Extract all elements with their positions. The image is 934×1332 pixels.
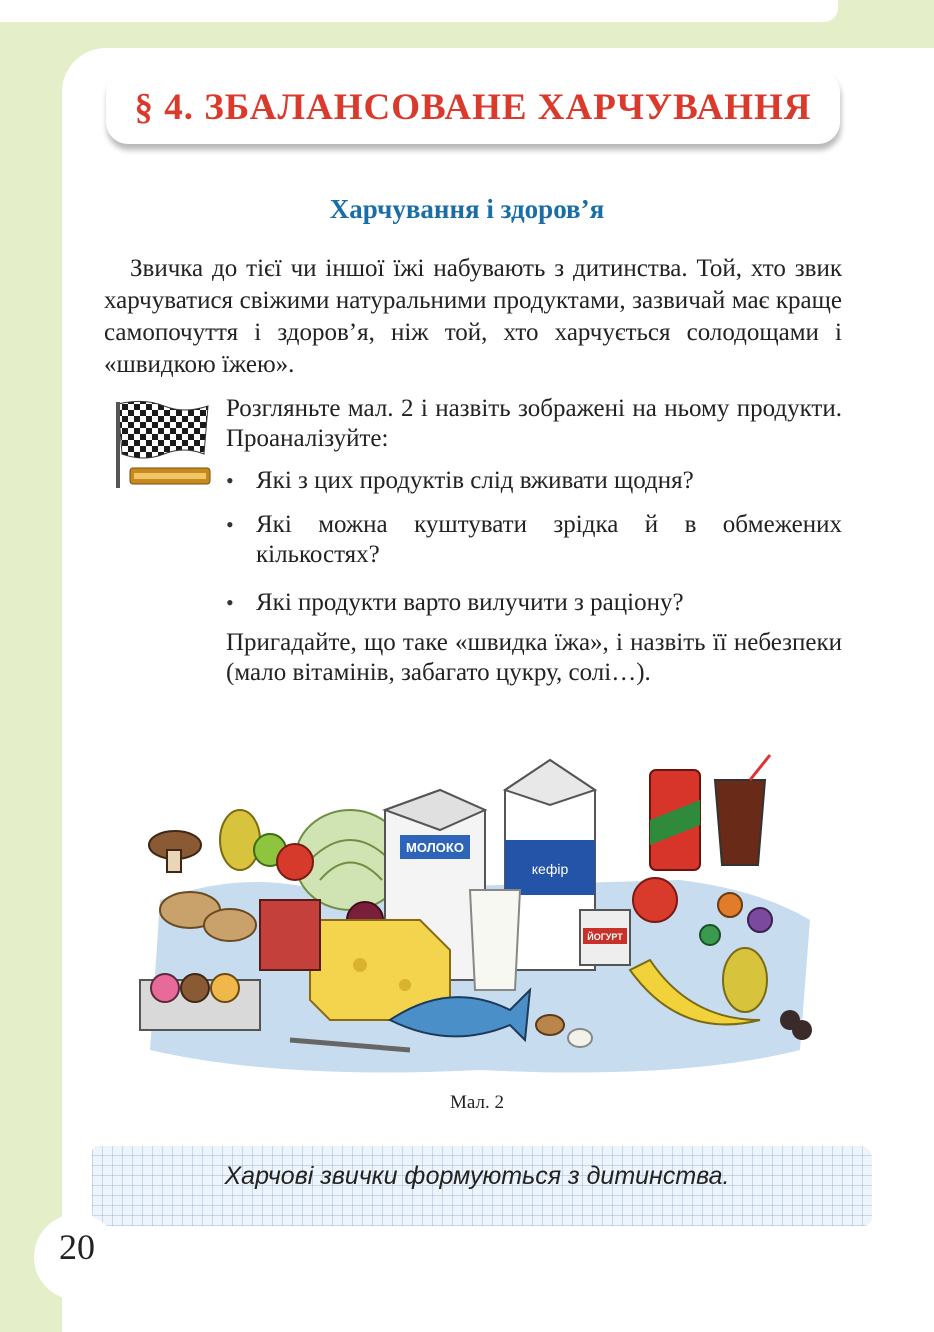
bullet-marker: •: [226, 590, 234, 615]
kefir-label: кефір: [531, 861, 569, 877]
bullet-item: Які продукти варто вилучити з раціону?: [256, 589, 684, 616]
note-text: Харчові звички формуються з дитинства.: [224, 1162, 730, 1190]
page-number: 20: [59, 1227, 95, 1267]
food-illustration: [120, 750, 820, 1080]
bullet-marker: •: [226, 512, 234, 537]
bullet-item: Які можна куштувати зрідка й в обмежених кількостях?: [256, 511, 842, 568]
intro-paragraph: Звичка до тієї чи іншої їжі набувають з дитинства. Той, хто звик харчуватися свіжими натуральними продуктами, зазвичай має краще самопочуття і здоров’я, ніж той, хто харчується солодощами і «швидкою їжею».: [104, 255, 842, 378]
yogurt-label: ЙОГУРТ: [587, 932, 623, 942]
title-box: [106, 70, 840, 144]
page-panel: [62, 48, 934, 1332]
bullet-marker: •: [226, 468, 234, 493]
bullet-item: Які з цих продуктів слід вживати щодня?: [256, 467, 694, 494]
top-tab: [0, 0, 838, 22]
checkered-flag-icon: [104, 398, 212, 492]
milk-label: МОЛОКО: [406, 840, 464, 855]
task-intro: Розгляньте мал. 2 і назвіть зображені на ньому продукти. Проаналізуйте:: [226, 395, 842, 452]
section-subtitle: Харчування і здоров’я: [329, 194, 605, 224]
figure-caption: Мал. 2: [450, 1092, 504, 1113]
page-title: § 4. ЗБАЛАНСОВАНЕ ХАРЧУВАННЯ: [134, 86, 812, 128]
task-conclusion: Пригадайте, що таке «швидка їжа», і назвіть її небезпеки (мало вітамінів, забагато цукру, солі…).: [226, 629, 842, 686]
